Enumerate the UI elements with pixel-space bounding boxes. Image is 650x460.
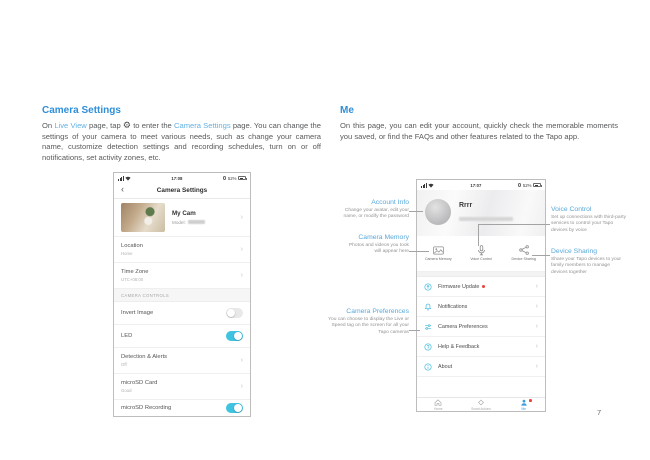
connector-voice-control-vertical xyxy=(478,224,479,246)
para-text: to enter the xyxy=(131,121,174,130)
section-title-camera-settings: Camera Settings xyxy=(42,105,121,116)
menu-item-firmware-update[interactable]: Firmware Update › xyxy=(417,277,545,297)
battery-percent: 52% xyxy=(522,182,532,188)
chevron-right-icon: › xyxy=(535,363,538,370)
led-toggle[interactable] xyxy=(226,331,243,341)
spacer xyxy=(417,377,545,397)
shortcut-buttons xyxy=(417,236,545,272)
device-row[interactable] xyxy=(114,199,250,237)
sliders-icon xyxy=(424,323,432,331)
model-redacted xyxy=(188,220,205,224)
signal-icon xyxy=(421,183,427,188)
nav-title: Camera Settings xyxy=(156,187,208,194)
row-detection-alerts[interactable]: Detection & Alerts Off › xyxy=(114,348,250,374)
menu-item-help-feedback[interactable]: Help & Feedback › xyxy=(417,337,545,357)
battery-icon xyxy=(238,176,246,180)
connector-camera-preferences xyxy=(409,330,420,331)
section-header-camera-controls: CAMERA CONTROLS xyxy=(114,289,250,302)
model-label: Model: xyxy=(172,219,186,225)
me-paragraph: On this page, you can edit your account, quickly check the memorable moments you saved, or find the FAQs and other features related to the Tapo app. xyxy=(340,121,618,141)
connector-camera-memory xyxy=(409,251,429,252)
status-bar xyxy=(417,180,545,190)
phone-screenshot-camera-settings xyxy=(113,172,251,417)
chevron-right-icon: › xyxy=(240,272,243,279)
voice-control-button[interactable]: Voice Control xyxy=(460,236,503,271)
photo-icon xyxy=(433,245,444,255)
page-number: 7 xyxy=(597,408,602,417)
back-icon[interactable]: ‹ xyxy=(121,184,124,194)
menu-item-camera-preferences[interactable]: Camera Preferences › xyxy=(417,317,545,337)
signal-icon xyxy=(118,176,124,181)
nav-bar xyxy=(114,183,250,199)
menu-item-about[interactable]: About › xyxy=(417,357,545,377)
smart-actions-icon xyxy=(477,399,485,406)
para-text: page. You can change the settings of your camera to meet various needs, such as change your camera name, customize detection settings and recording schedules, turn on or off notifications, set activity zones, etc. xyxy=(42,121,321,162)
person-icon xyxy=(520,399,528,406)
chevron-right-icon: › xyxy=(535,323,538,330)
section-title-me: Me xyxy=(340,105,354,116)
battery-percent: 52% xyxy=(227,175,237,181)
invert-image-toggle[interactable] xyxy=(226,308,243,318)
chevron-right-icon: › xyxy=(535,343,538,350)
microsd-recording-toggle[interactable] xyxy=(226,403,243,413)
chevron-right-icon: › xyxy=(240,383,243,390)
annotation-device-sharing: Device Sharing Share your Tapo devices to your family members to manage devices together xyxy=(551,248,622,275)
gear-icon: ⚙ xyxy=(122,121,131,131)
camera-thumbnail xyxy=(121,203,165,232)
para-text: On xyxy=(42,121,55,130)
camera-settings-paragraph xyxy=(42,121,321,163)
me-badge xyxy=(529,399,532,402)
alarm-icon xyxy=(518,183,522,187)
chevron-right-icon: › xyxy=(240,246,243,253)
row-invert-image: Invert Image xyxy=(114,302,250,325)
phone-screenshot-me xyxy=(416,179,546,412)
home-icon xyxy=(434,399,442,406)
device-sharing-button[interactable]: Device Sharing xyxy=(502,236,545,271)
tab-smart-actions[interactable]: Smart Actions xyxy=(460,398,503,411)
connector-account-info xyxy=(409,211,423,212)
tab-bar xyxy=(417,397,545,411)
tab-home[interactable]: Home xyxy=(417,398,460,411)
row-microsd-card[interactable]: microSD Card Good › xyxy=(114,374,250,400)
annotation-account-info: Account Info Change your avatar, edit your name, or modify the password xyxy=(343,199,409,220)
row-microsd-recording: microSD Recording xyxy=(114,400,250,416)
help-icon xyxy=(424,343,432,351)
connector-voice-control-horizontal xyxy=(478,224,550,225)
bell-icon xyxy=(424,303,432,311)
live-view-link[interactable]: Live View xyxy=(54,121,87,130)
chevron-right-icon: › xyxy=(240,214,243,221)
camera-settings-link[interactable]: Camera Settings xyxy=(173,121,231,130)
row-location[interactable]: Location Home › xyxy=(114,237,250,263)
annotation-voice-control: Voice Control Set up connections with third-party services to control your Tapo devices by voice xyxy=(551,206,627,233)
annotation-camera-preferences: Camera Preferences You can choose to display the Live or Speed tag on the screen for all your Tapo cameras xyxy=(328,308,409,335)
para-text: page, tap xyxy=(86,121,123,130)
alarm-icon xyxy=(223,176,227,180)
status-bar xyxy=(114,173,250,183)
row-led: LED xyxy=(114,325,250,348)
status-time: 17:07 xyxy=(470,182,482,188)
camera-memory-button[interactable]: Camera Memory xyxy=(417,236,460,271)
profile-email-redacted xyxy=(459,217,513,221)
share-icon xyxy=(519,245,529,255)
info-icon xyxy=(424,363,432,371)
connector-device-sharing xyxy=(532,255,550,256)
menu-item-notifications[interactable]: Notifications › xyxy=(417,297,545,317)
row-time-zone[interactable]: Time Zone UTC+08:00 › xyxy=(114,263,250,289)
profile-name: Rrrr xyxy=(459,202,473,209)
annotation-camera-memory: Camera Memory Photos and videos you took will appear here xyxy=(348,234,409,255)
tab-me[interactable]: Me xyxy=(502,398,545,411)
update-badge xyxy=(482,285,485,288)
chevron-right-icon: › xyxy=(535,303,538,310)
avatar[interactable] xyxy=(425,199,451,225)
chevron-right-icon: › xyxy=(535,283,538,290)
device-name: My Cam xyxy=(172,210,196,218)
profile-header[interactable] xyxy=(417,190,545,236)
battery-icon xyxy=(533,183,541,187)
firmware-update-icon xyxy=(424,283,432,291)
chevron-right-icon: › xyxy=(240,357,243,364)
mic-icon xyxy=(477,245,486,255)
status-time: 17:08 xyxy=(171,175,183,181)
